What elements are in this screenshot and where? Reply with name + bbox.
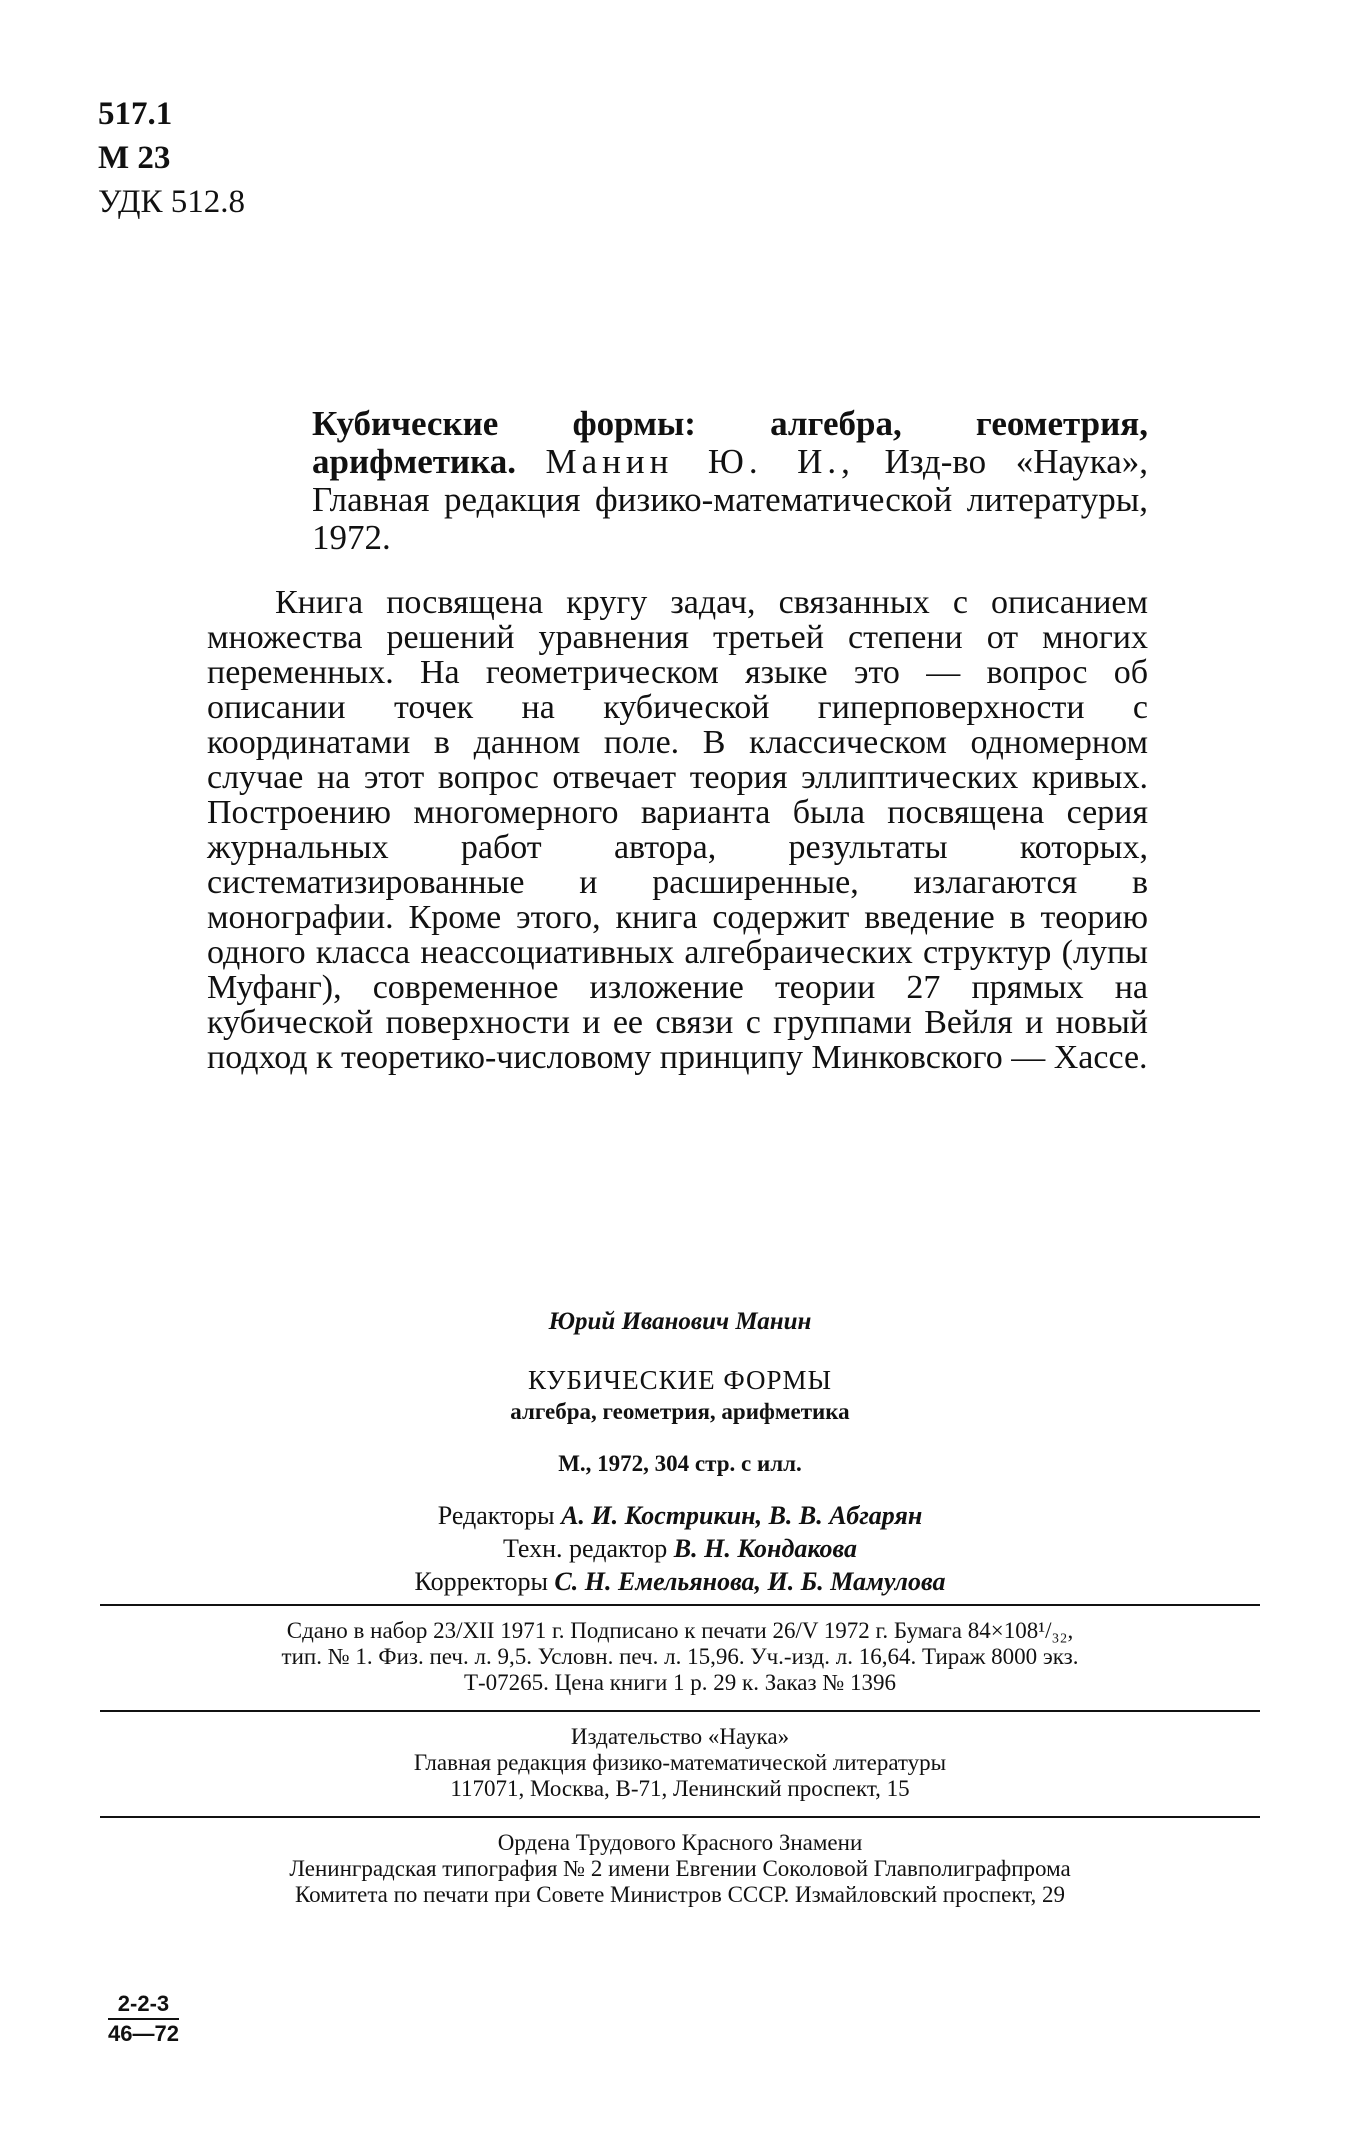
publisher-line: Главная редакция физико-математической литературы bbox=[413, 1750, 947, 1775]
credits bbox=[100, 1499, 1260, 1598]
editors-label: Редакторы bbox=[437, 1501, 555, 1530]
colophon bbox=[100, 1305, 1260, 1908]
colophon-subtitle: алгебра, геометрия, арифметика bbox=[510, 1399, 850, 1424]
colophon-author: Юрий Иванович Манин bbox=[548, 1308, 812, 1335]
correctors-label: Корректоры bbox=[414, 1567, 548, 1596]
publisher-line: Издательство «Наука» bbox=[570, 1724, 790, 1749]
publisher-line: 117071, Москва, В-71, Ленинский проспект, 15 bbox=[450, 1776, 910, 1801]
print-info-line: Сдано в набор 23/XII 1971 г. Подписано к печати 26/V 1972 г. Бумага 84×108¹/₃₂, bbox=[286, 1618, 1074, 1643]
bibliographic-entry bbox=[312, 405, 1148, 557]
printer-line: Ордена Трудового Красного Знамени bbox=[497, 1830, 863, 1855]
publisher-block bbox=[100, 1724, 1260, 1802]
abstract-text: Книга посвящена кругу задач, связанных с описанием множества решений уравнения третьей степени от многих переменных. На геометрическом языке это — вопрос об описании точек на кубической гиперповерхности с координатами в данном поле. В классическом одномерном случае на этот вопрос отвечает теория эллиптических кривых. Построению многомерного варианта была посвящена серия журнальных работ автора, результаты которых, систематизированные и расширенные, излагаются в монографии. Кроме этого, книга содержит введение в теорию одного класса неассоциативных алгебраических структур (лупы Муфанг), современное изложение теории 27 прямых на кубической поверхности и ее связи с группами Вейля и новый подход к теоретико-числовому принципу Минковского — Хассе. bbox=[207, 584, 1148, 1076]
code-denominator: 46—72 bbox=[108, 2021, 179, 2046]
divider-1 bbox=[100, 1604, 1260, 1606]
biblio-title: Кубические формы: алгебра, геометрия, арифметика. bbox=[312, 404, 1148, 481]
udc-code: УДК 512.8 bbox=[98, 184, 246, 220]
editors-names: А. И. Кострикин, В. В. Абгарян bbox=[561, 1501, 923, 1530]
divider-3 bbox=[100, 1816, 1260, 1818]
biblio-author: Манин Ю. И., bbox=[545, 442, 855, 481]
tech-editor-line bbox=[100, 1532, 1260, 1565]
publishing-code bbox=[108, 1990, 179, 2048]
colophon-title: КУБИЧЕСКИЕ ФОРМЫ bbox=[527, 1365, 833, 1395]
print-info-line: Т-07265. Цена книги 1 р. 29 к. Заказ № 1396 bbox=[463, 1670, 897, 1695]
bbk-code: 517.1 bbox=[98, 96, 173, 132]
editors-line bbox=[100, 1499, 1260, 1532]
correctors-names: С. Н. Емельянова, И. Б. Мамулова bbox=[554, 1567, 946, 1596]
divider-2 bbox=[100, 1710, 1260, 1712]
author-mark: М 23 bbox=[98, 140, 171, 176]
correctors-line bbox=[100, 1565, 1260, 1598]
printer-line: Ленинградская типография № 2 имени Евгении Соколовой Главполиграфпрома bbox=[289, 1856, 1071, 1881]
code-numerator: 2-2-3 bbox=[108, 1990, 179, 2020]
biblio-publisher: Изд-во «Наука», Главная редакция физико-математической литературы, 1972. bbox=[312, 442, 1148, 557]
tech-editor-name: В. Н. Кондакова bbox=[673, 1534, 857, 1563]
print-info bbox=[100, 1618, 1260, 1696]
colophon-pub-line: М., 1972, 304 стр. с илл. bbox=[558, 1451, 802, 1476]
printer-line: Комитета по печати при Совете Министров СССР. Измайловский проспект, 29 bbox=[294, 1882, 1066, 1907]
catalog-codes bbox=[98, 92, 245, 224]
print-info-line: тип. № 1. Физ. печ. л. 9,5. Условн. печ. л. 15,96. Уч.-изд. л. 16,64. Тираж 8000 экз. bbox=[281, 1644, 1079, 1669]
printer-block bbox=[100, 1830, 1260, 1908]
tech-editor-label: Техн. редактор bbox=[503, 1534, 668, 1563]
